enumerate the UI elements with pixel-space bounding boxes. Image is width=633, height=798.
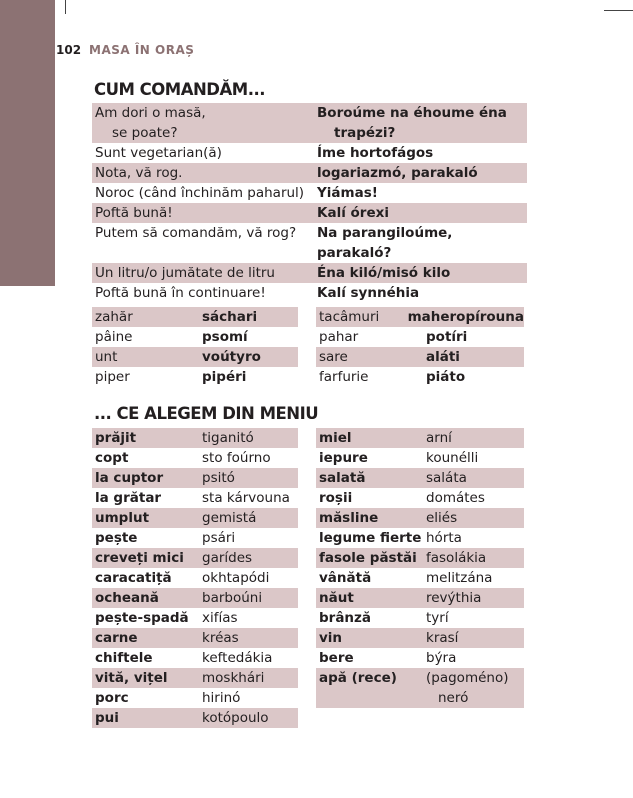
vocab-row [316, 327, 524, 347]
vocab-row [92, 628, 298, 648]
vocab-ro: miel [319, 430, 352, 446]
vocab-row [316, 548, 524, 568]
phrase-gr: logariazmó, parakaló [317, 165, 478, 181]
vocab-gr: domátes [426, 490, 485, 506]
vocab-gr: krasí [426, 630, 459, 646]
vocab-gr: xifías [202, 610, 238, 626]
vocab-row [92, 468, 298, 488]
vocab-ro: fasole păstăi [319, 550, 417, 566]
vocab-gr: hirinó [202, 690, 241, 706]
vocab-row [316, 468, 524, 488]
phrase-ro: Noroc (când închinăm paharul) [95, 185, 305, 201]
vocab-gr: kounélli [426, 450, 479, 466]
vocab-row [92, 367, 298, 387]
phrase-row [92, 203, 527, 223]
vocab-row [92, 428, 298, 448]
vocab-gr: psári [202, 530, 236, 546]
vocab-gr: pipéri [202, 369, 247, 385]
phrase-row [92, 163, 527, 183]
vocab-ro: vită, vițel [95, 670, 168, 686]
vocab-gr: potíri [426, 329, 468, 345]
vocab-row [316, 367, 524, 387]
vocab-row [316, 428, 524, 448]
vocab-gr: okhtapódi [202, 570, 270, 586]
vocab-ro: unt [95, 349, 118, 365]
phrase-ro: Am dori o masă, [95, 105, 206, 121]
vocab-row [92, 708, 298, 728]
vocab-gr: gemistá [202, 510, 257, 526]
vocab-gr: moskhári [202, 670, 265, 686]
vocab-gr: voútyro [202, 349, 261, 365]
phrase-table [92, 103, 527, 303]
vocab-ro: zahăr [95, 309, 133, 325]
vocab-row [316, 568, 524, 588]
phrase-gr: Kalí synnéhia [317, 285, 420, 301]
phrase-gr: Na parangiloúme, parakaló? [317, 225, 453, 261]
vocab-ro: chiftele [95, 650, 153, 666]
vocab-row [316, 347, 524, 367]
vocab-row [92, 608, 298, 628]
vocab-gr: revýthia [426, 590, 482, 606]
vocab-row [92, 508, 298, 528]
vocab-gr: aláti [426, 349, 460, 365]
phrase-gr-cont: trapézi? [334, 125, 396, 141]
phrase-ro: Nota, vă rog. [95, 165, 183, 181]
vocab-ro: sare [319, 349, 348, 365]
crop-mark [604, 10, 633, 11]
vocab-row [92, 648, 298, 668]
vocab-row [316, 307, 524, 327]
vocab-gr-cont: neró [438, 690, 469, 706]
page-number: 102 [56, 43, 82, 57]
phrase-ro-cont: se poate? [112, 125, 178, 141]
vocab-ro: piper [95, 369, 130, 385]
vocab-ro: porc [95, 690, 129, 706]
vocab-row [316, 508, 524, 528]
vocab-gr: kréas [202, 630, 239, 646]
vocab-gr: hórta [426, 530, 462, 546]
vocab-ro: pâine [95, 329, 133, 345]
vocab-gr: barboúni [202, 590, 263, 606]
vocab-row [92, 588, 298, 608]
running-title: MASA ÎN ORAȘ [89, 43, 195, 57]
vocab-ro: tacâmuri [319, 309, 380, 325]
vocab-row [316, 628, 524, 648]
vocab-ro: caracatiță [95, 570, 172, 586]
crop-mark [65, 0, 66, 14]
vocab-row [316, 668, 524, 708]
vocab-gr: arní [426, 430, 452, 446]
menu-vocab-left [92, 428, 298, 728]
vocab-ro: salată [319, 470, 366, 486]
vocab-gr: garídes [202, 550, 253, 566]
vocab-row [92, 568, 298, 588]
vocab-gr: psitó [202, 470, 235, 486]
vocab-row [316, 528, 524, 548]
phrase-row [92, 223, 527, 263]
phrase-row [92, 183, 527, 203]
menu-vocab-right [316, 428, 524, 708]
vocab-row [92, 307, 298, 327]
vocab-gr: kotópoulo [202, 710, 269, 726]
vocab-row [92, 668, 298, 688]
vocab-ro: vânătă [319, 570, 372, 586]
phrase-ro: Poftă bună în continuare! [95, 285, 266, 301]
vocab-ro: pahar [319, 329, 359, 345]
phrase-ro: Un litru/o jumătate de litru [95, 265, 275, 281]
vocab-row [92, 488, 298, 508]
vocab-row [316, 448, 524, 468]
vocab-gr: piáto [426, 369, 466, 385]
vocab-ro: pește [95, 530, 138, 546]
vocab-gr: sáchari [202, 309, 258, 325]
vocab-ro: carne [95, 630, 138, 646]
vocab-gr: maheropírouna [407, 309, 524, 325]
vocab-ro: roșii [319, 490, 353, 506]
general-vocab-right [316, 307, 524, 387]
vocab-ro: umplut [95, 510, 150, 526]
vocab-row [92, 688, 298, 708]
phrase-gr: Éna kiló/misó kilo [317, 265, 451, 281]
vocab-row [92, 548, 298, 568]
vocab-ro: prăjit [95, 430, 137, 446]
vocab-ro: bere [319, 650, 354, 666]
vocab-row [316, 488, 524, 508]
vocab-ro: ocheană [95, 590, 159, 606]
vocab-row [92, 327, 298, 347]
vocab-ro: vin [319, 630, 343, 646]
vocab-ro: măsline [319, 510, 379, 526]
vocab-ro: la grătar [95, 490, 162, 506]
vocab-gr: sto foúrno [202, 450, 271, 466]
vocab-gr: tiganitó [202, 430, 254, 446]
phrase-row [92, 283, 527, 303]
vocab-gr: býra [426, 650, 457, 666]
vocab-row [316, 648, 524, 668]
vocab-ro: brânză [319, 610, 372, 626]
vocab-ro: la cuptor [95, 470, 164, 486]
vocab-gr: tyrí [426, 610, 449, 626]
vocab-ro: apă (rece) [319, 670, 397, 686]
vocab-gr: keftedákia [202, 650, 273, 666]
phrase-row [92, 103, 527, 143]
vocab-gr: (pagoméno) [426, 670, 509, 686]
phrase-ro: Poftă bună! [95, 205, 173, 221]
vocab-ro: pui [95, 710, 119, 726]
phrase-ro: Sunt vegetarian(ă) [95, 145, 222, 161]
phrase-gr: Yiámas! [317, 185, 378, 201]
vocab-gr: eliés [426, 510, 458, 526]
vocab-gr: sta kárvouna [202, 490, 290, 506]
phrase-row [92, 143, 527, 163]
phrase-ro: Putem să comandăm, vă rog? [95, 225, 297, 241]
phrase-gr: Kalí órexi [317, 205, 389, 221]
vocab-gr: psomí [202, 329, 248, 345]
vocab-ro: năut [319, 590, 354, 606]
vocab-gr: melitzána [426, 570, 493, 586]
vocab-row [316, 588, 524, 608]
vocab-row [92, 448, 298, 468]
phrase-row [92, 263, 527, 283]
vocab-gr: saláta [426, 470, 467, 486]
vocab-ro: pește-spadă [95, 610, 189, 626]
phrase-gr: Boroúme na éhoume éna [317, 105, 507, 121]
section-title-menu: ... CE ALEGEM DIN MENIU [94, 404, 319, 423]
vocab-gr: fasolákia [426, 550, 487, 566]
vocab-row [92, 347, 298, 367]
general-vocab-left [92, 307, 298, 387]
phrase-gr: Íme hortofágos [317, 145, 434, 161]
vocab-ro: creveți mici [95, 550, 184, 566]
side-color-tab [0, 0, 55, 286]
vocab-ro: copt [95, 450, 129, 466]
vocab-row [92, 528, 298, 548]
vocab-ro: legume fierte [319, 530, 422, 546]
vocab-ro: iepure [319, 450, 368, 466]
section-title-ordering: CUM COMANDĂM... [94, 80, 265, 99]
vocab-row [316, 608, 524, 628]
vocab-ro: farfurie [319, 369, 369, 385]
